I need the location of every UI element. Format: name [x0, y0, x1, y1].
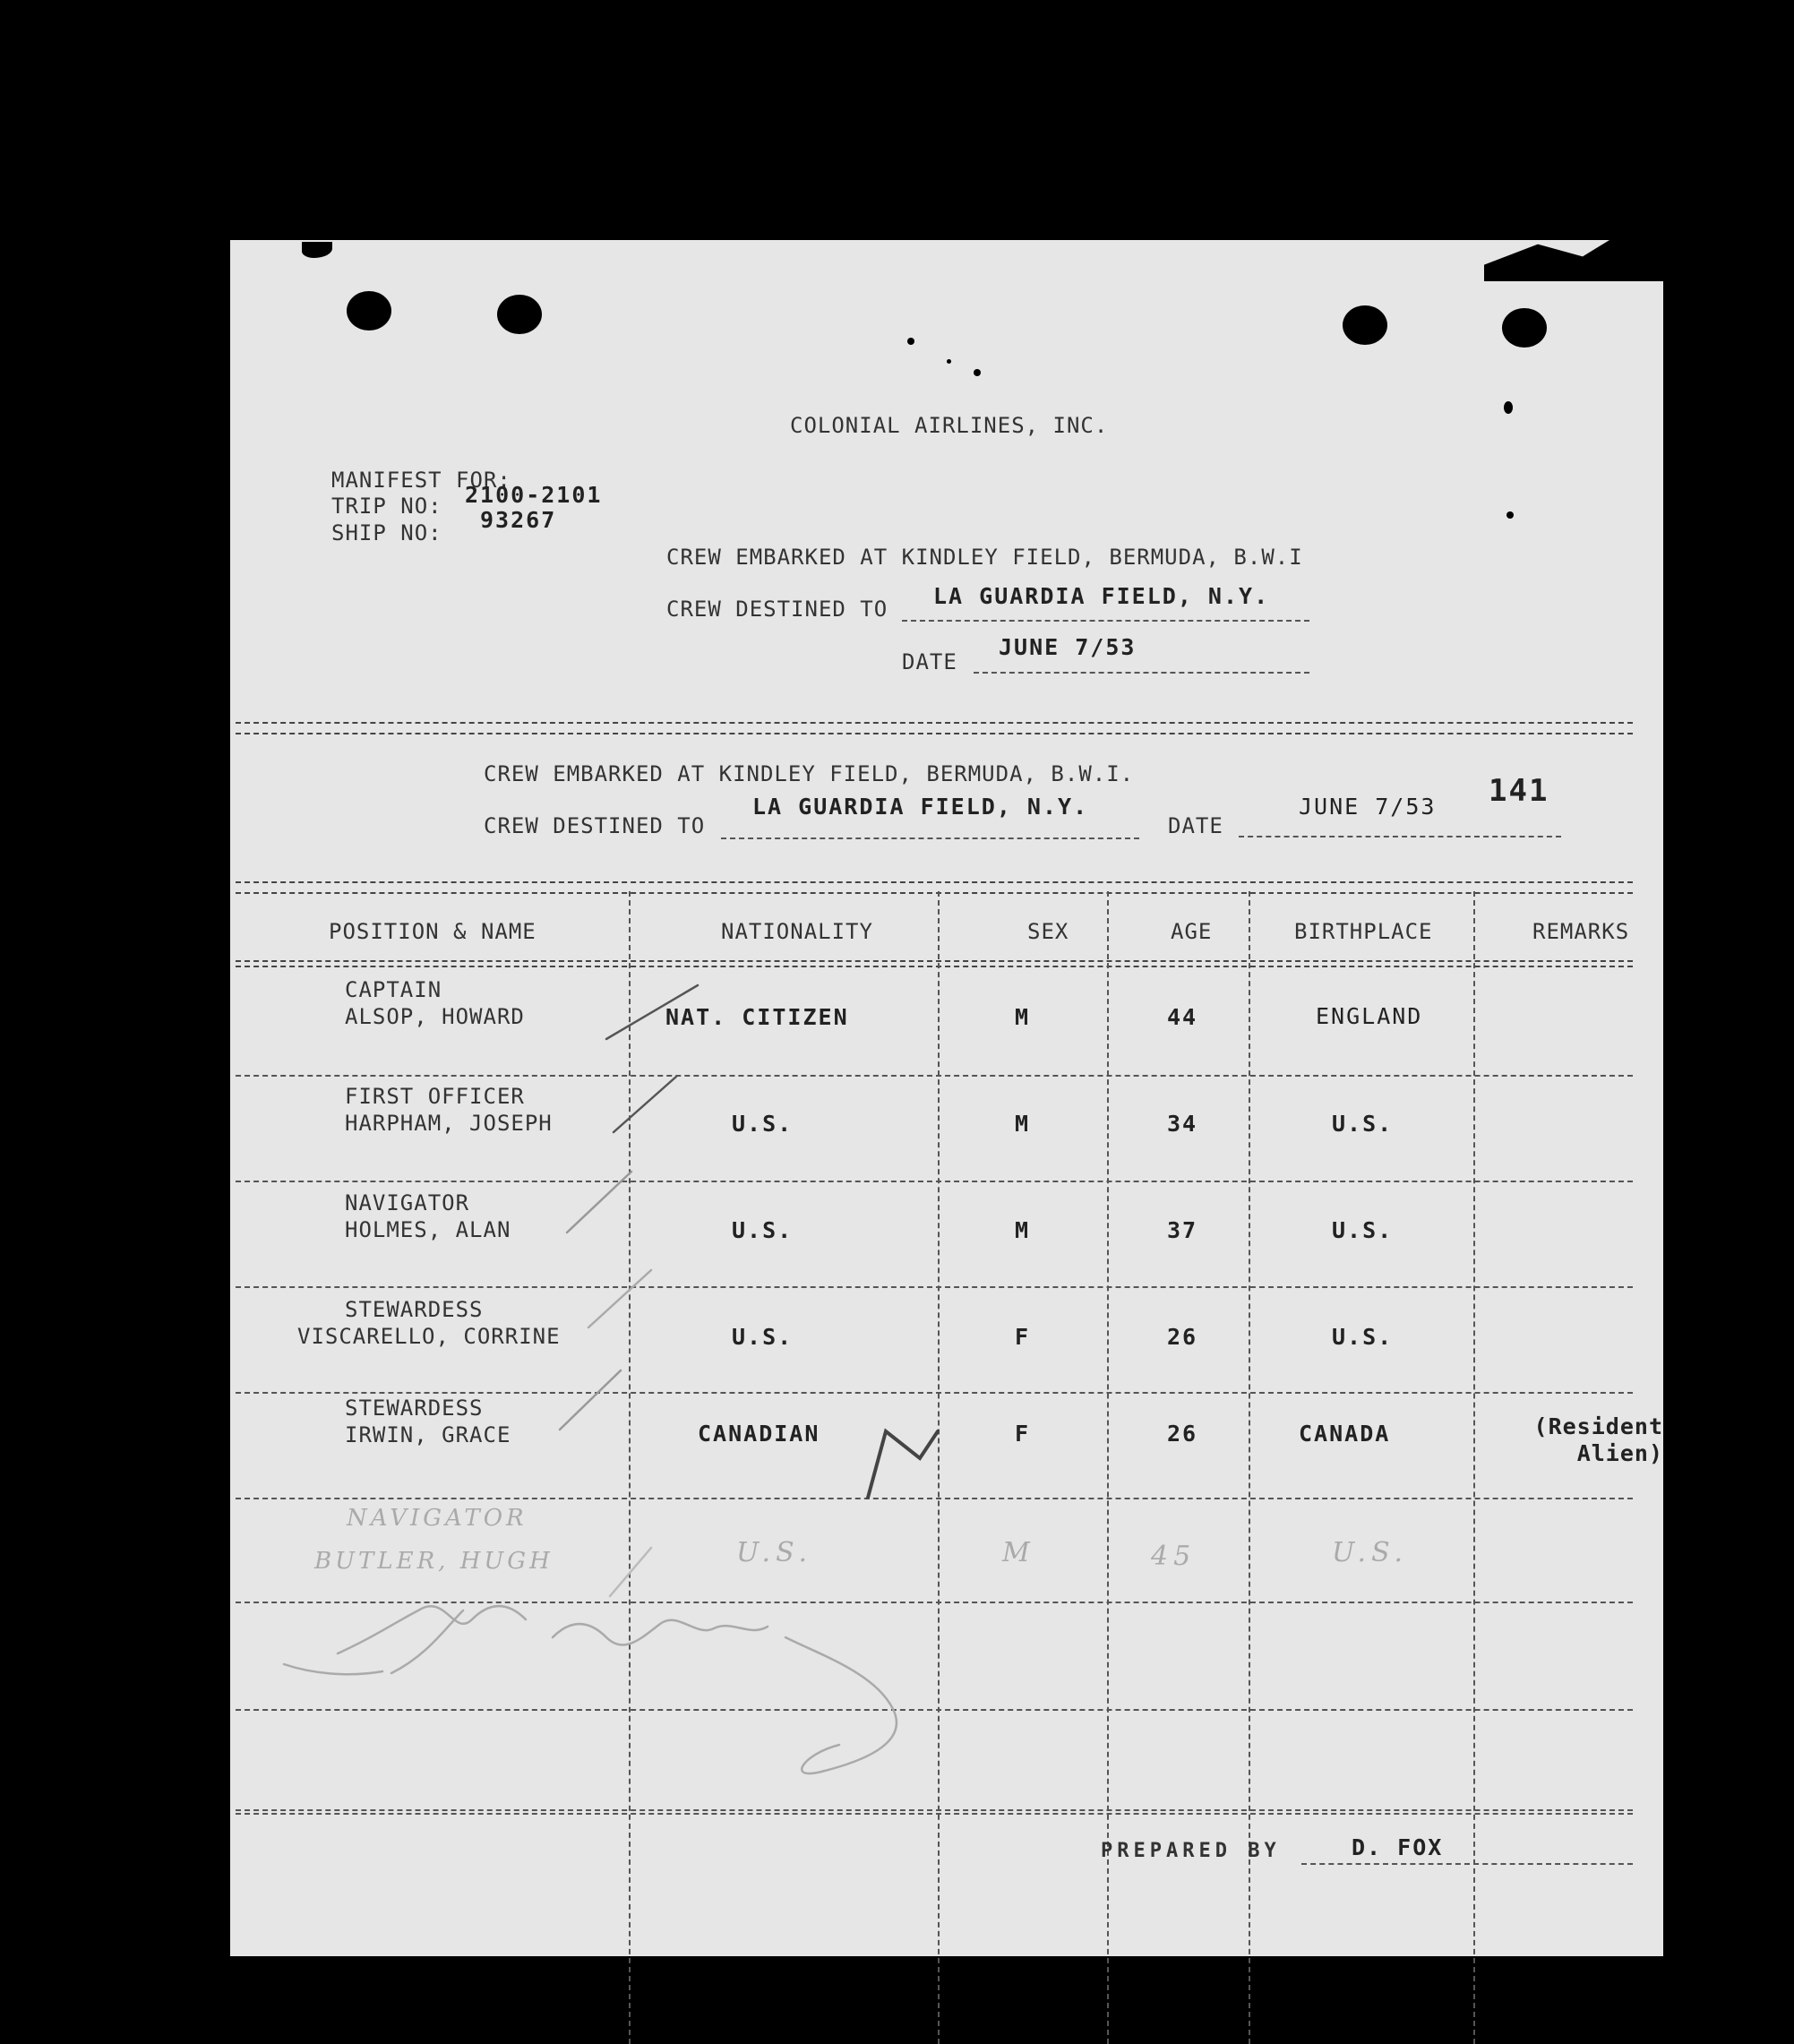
destined-label: CREW DESTINED TO — [666, 597, 888, 622]
table-row-remarks: (Resident Alien) — [1533, 1413, 1663, 1466]
table-row-nationality: U.S. — [732, 1324, 794, 1350]
table-row-position: NAVIGATOR — [347, 1505, 528, 1532]
table-row-position: STEWARDESS — [345, 1297, 484, 1322]
manifest-page — [230, 240, 1663, 1956]
table-row-name: IRWIN, GRACE — [345, 1422, 511, 1447]
table-row-age: 44 — [1167, 1004, 1198, 1030]
table-row-nationality: U.S. — [732, 1111, 794, 1137]
prepared-by-label: PREPARED BY — [1101, 1840, 1281, 1862]
date-label: DATE — [902, 649, 957, 674]
table-row-position: NAVIGATOR — [345, 1190, 470, 1215]
table-row-name: BUTLER, HUGH — [314, 1548, 554, 1575]
page-number: 141 — [1489, 773, 1549, 809]
col-header-position: POSITION & NAME — [329, 919, 536, 944]
table-row-name: VISCARELLO, CORRINE — [297, 1324, 561, 1349]
table-row-sex: M — [1002, 1537, 1031, 1568]
table-row-sex: M — [1015, 1217, 1031, 1243]
col-header-sex: SEX — [1027, 919, 1069, 944]
destination-value: LA GUARDIA FIELD, N.Y. — [933, 583, 1270, 609]
manifest-for-label: MANIFEST FOR: — [331, 468, 511, 493]
table-row-birthplace: U.S. — [1332, 1217, 1394, 1243]
table-row-age: 34 — [1167, 1111, 1198, 1137]
table-row-age: 45 — [1151, 1541, 1197, 1572]
trip-no-value: 2100-2101 — [465, 482, 603, 508]
table-row-birthplace: U.S. — [1332, 1111, 1394, 1137]
table-row-age: 37 — [1167, 1217, 1198, 1243]
company-name: COLONIAL AIRLINES, INC. — [790, 413, 1109, 438]
col-header-remarks: REMARKS — [1532, 919, 1630, 944]
table-row-nationality: U.S. — [732, 1217, 794, 1243]
table-row-age: 26 — [1167, 1324, 1198, 1350]
underline — [1301, 1863, 1633, 1865]
prepared-by-value: D. FOX — [1352, 1834, 1444, 1860]
destined-label-2: CREW DESTINED TO — [484, 813, 706, 838]
table-row-position: STEWARDESS — [345, 1396, 484, 1421]
ship-no-label: SHIP NO: — [331, 520, 442, 545]
date-value-2: JUNE 7/53 — [1299, 794, 1437, 820]
table-row-nationality: NAT. CITIZEN — [665, 1004, 849, 1030]
table-row-sex: M — [1015, 1111, 1031, 1137]
ship-no-value: 93267 — [480, 507, 557, 533]
embarked-text-2: CREW EMBARKED AT KINDLEY FIELD, BERMUDA, B.W.I. — [484, 761, 1135, 786]
col-header-birthplace: BIRTHPLACE — [1294, 919, 1433, 944]
table-row-sex: F — [1015, 1421, 1031, 1447]
check-marks — [230, 240, 1663, 1956]
table-row-nationality: U.S. — [736, 1537, 813, 1568]
destination-value-2: LA GUARDIA FIELD, N.Y. — [752, 794, 1089, 820]
table-row-name: HOLMES, ALAN — [345, 1217, 511, 1242]
table-row-position: FIRST OFFICER — [345, 1084, 525, 1109]
table-row-birthplace: CANADA — [1299, 1421, 1391, 1447]
col-header-nationality: NATIONALITY — [721, 919, 873, 944]
embarked-text: CREW EMBARKED AT KINDLEY FIELD, BERMUDA, B.W.I — [666, 545, 1303, 570]
table-row-age: 26 — [1167, 1421, 1198, 1447]
table-row-birthplace: ENGLAND — [1316, 1003, 1423, 1029]
date-label-2: DATE — [1168, 813, 1223, 838]
col-header-age: AGE — [1171, 919, 1213, 944]
table-row-name: ALSOP, HOWARD — [345, 1004, 525, 1029]
table-row-sex: M — [1015, 1004, 1031, 1030]
table-row-sex: F — [1015, 1324, 1031, 1350]
date-value: JUNE 7/53 — [999, 634, 1137, 660]
table-row-nationality: CANADIAN — [698, 1421, 820, 1447]
table-row-birthplace: U.S. — [1332, 1324, 1394, 1350]
table-row-birthplace: U.S. — [1332, 1537, 1409, 1568]
trip-no-label: TRIP NO: — [331, 494, 442, 519]
table-row-name: HARPHAM, JOSEPH — [345, 1111, 553, 1136]
table-row-position: CAPTAIN — [345, 977, 442, 1002]
